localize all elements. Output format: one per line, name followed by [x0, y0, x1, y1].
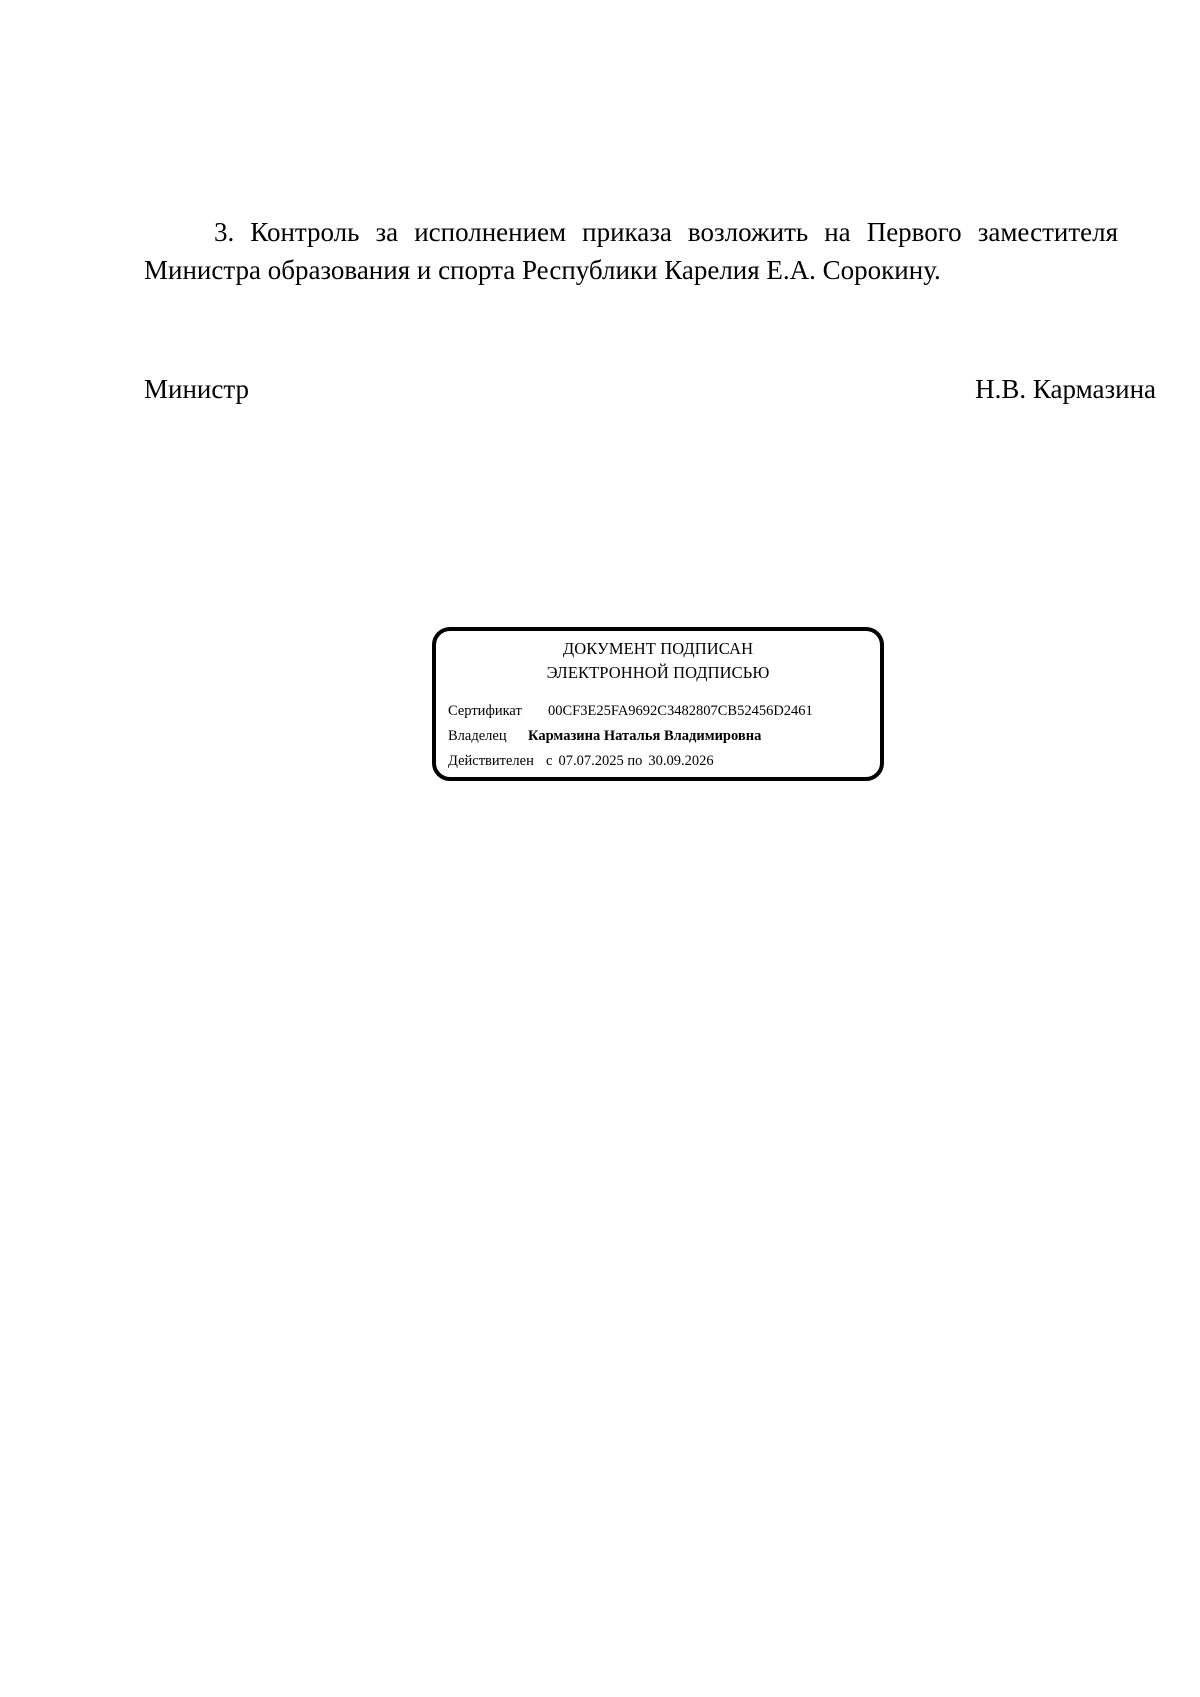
control-paragraph — [144, 213, 1118, 289]
stamp-title-line2: ЭЛЕКТРОННОЙ ПОДПИСЬЮ — [546, 663, 770, 682]
paragraph-number: 3. — [214, 217, 235, 247]
paragraph-text: Контроль за исполнением приказа возложить на Первого заместителя Министра образования и спорта Республики Карелия Е.А. Сорокину. — [144, 217, 1118, 285]
valid-to-prefix: по — [627, 753, 643, 769]
certificate-label: Сертификат — [448, 703, 522, 719]
valid-from-date: 07.07.2025 — [558, 753, 624, 769]
electronic-signature-stamp — [432, 627, 884, 781]
signer-position: Министр — [144, 374, 249, 404]
valid-from-prefix: с — [546, 753, 553, 769]
signature-line — [144, 370, 1156, 408]
certificate-value: 00CF3E25FA9692C3482807CB52456D2461 — [548, 703, 813, 719]
signer-name: Н.В. Кармазина — [975, 374, 1156, 404]
stamp-owner-row — [448, 726, 761, 746]
owner-value: Кармазина Наталья Владимировна — [528, 728, 762, 744]
stamp-title-line1: ДОКУМЕНТ ПОДПИСАН — [562, 639, 754, 658]
owner-label: Владелец — [448, 728, 507, 744]
valid-label: Действителен — [448, 753, 534, 769]
valid-to-date: 30.09.2026 — [648, 753, 714, 769]
stamp-certificate-row — [448, 701, 813, 721]
stamp-validity-row — [448, 751, 714, 771]
